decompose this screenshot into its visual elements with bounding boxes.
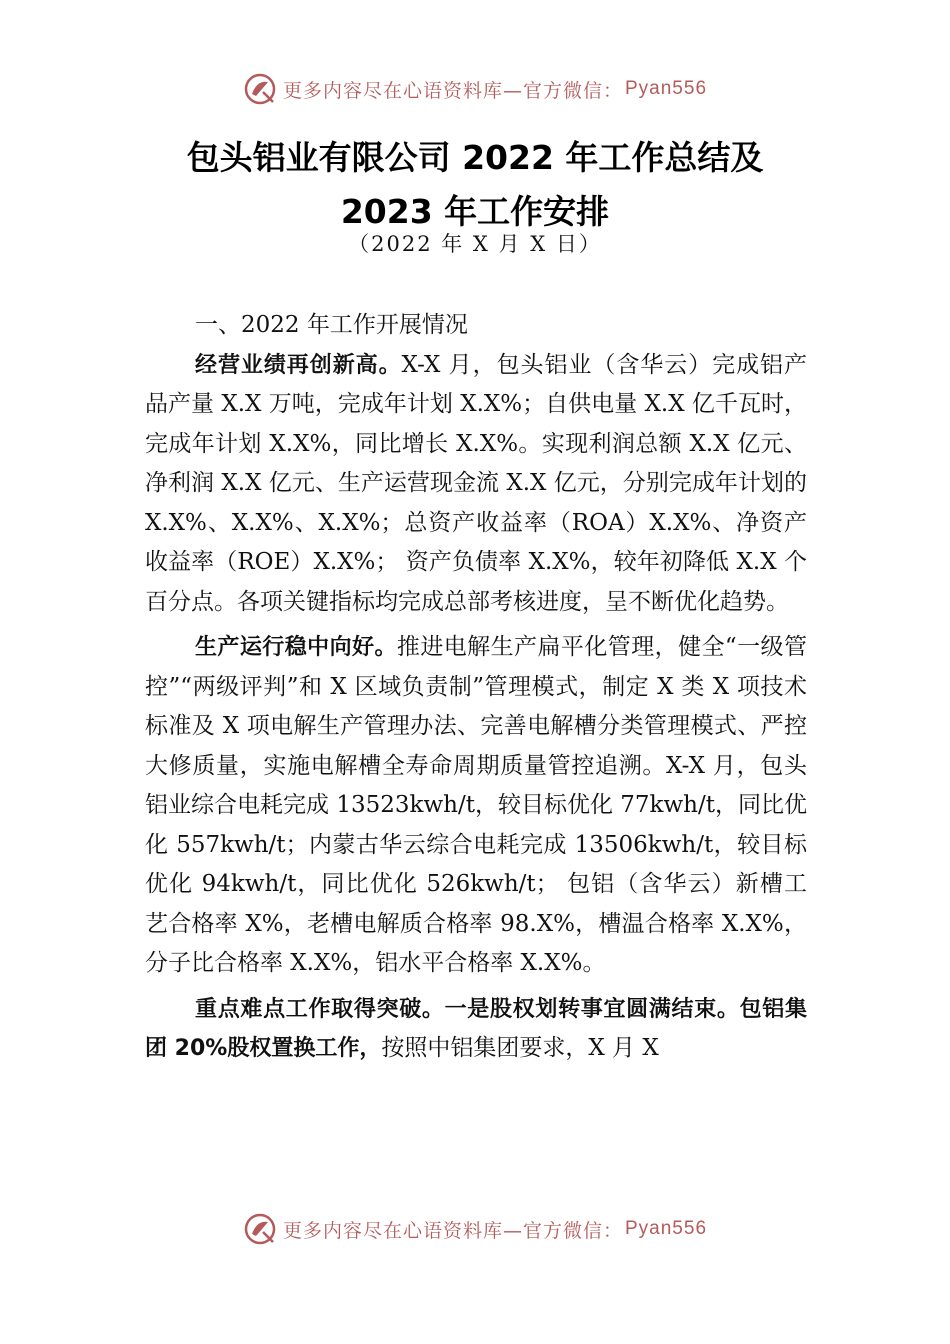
paragraph-text: 推进电解生产扁平化管理，健全“一级管控”“两级评判”和 X 区域负责制”管理模式，制定 X 类 X 项技术标准及 X 项电解生产管理办法、完善电解槽分类管理模式、严控大修质量，实施电解槽全寿命周期质量管控追溯。X-X 月，包头铝业综合电耗完成 13523kwh/t，较目标优化 77kwh/t，同比优化 557kwh/t；内蒙古华云综合电耗完成 13506kwh/t，较目标优化 94kwh/t，同比优化 526kwh/t； 包铝（含华云）新槽工艺合格率 X%，老槽电解质合格率 98.X%，槽温合格率 X.X%，分子比合格率 X.X%，铝水平合格率 X.X%。 bbox=[145, 634, 807, 976]
paragraph-text: 按照中铝集团要求，X 月 X bbox=[381, 1035, 659, 1061]
section-heading: 一、2022 年工作开展情况 bbox=[195, 312, 468, 338]
paragraph-text: X-X 月，包头铝业（含华云）完成铝产品产量 X.X 万吨，完成年计划 X.X%；自供电量 X.X 亿千瓦时，完成年计划 X.X%，同比增长 X.X%。实现利润总额 X.X 亿元、净利润 X.X 亿元、生产运营现金流 X.X 亿元，分别完成年计划的 X.X%、X.X%、X.X%；总资产收益率（ROA）X.X%、净资产收益率（ROE）X.X%； 资产负债率 X.X%，较年初降低 X.X 个百分点。各项关键指标均完成总部考核进度，呈不断优化趋势。 bbox=[145, 351, 807, 615]
paragraph-production bbox=[145, 628, 807, 984]
watermark-id: Pyan556 bbox=[625, 1218, 708, 1239]
watermark-bottom bbox=[0, 1212, 950, 1246]
watermark-logo-icon bbox=[243, 72, 277, 106]
doc-body bbox=[145, 306, 807, 1069]
paragraph-lead: 生产运行稳中向好。 bbox=[195, 635, 397, 660]
watermark-id: Pyan556 bbox=[625, 78, 708, 99]
watermark-top bbox=[0, 72, 950, 106]
doc-title-line1: 包头铝业有限公司 2022 年工作总结及 bbox=[186, 138, 764, 177]
doc-date: （2022 年 X 月 X 日） bbox=[348, 232, 602, 256]
paragraph-lead: 经营业绩再创新高。 bbox=[195, 352, 402, 378]
watermark-text: 更多内容尽在心语资料库—官方微信： bbox=[282, 79, 623, 102]
paragraph-key-work bbox=[145, 990, 807, 1069]
watermark-text: 更多内容尽在心语资料库—官方微信： bbox=[282, 1219, 623, 1242]
watermark-logo-icon bbox=[243, 1212, 277, 1246]
paragraph-lead: 重点难点工作取得突破。一是股权划转事宜圆满结束。包铝集团 20%股权置换工作， bbox=[145, 996, 807, 1061]
doc-title-line2: 2023 年工作安排 bbox=[340, 192, 610, 231]
paragraph-business-performance bbox=[145, 346, 807, 623]
